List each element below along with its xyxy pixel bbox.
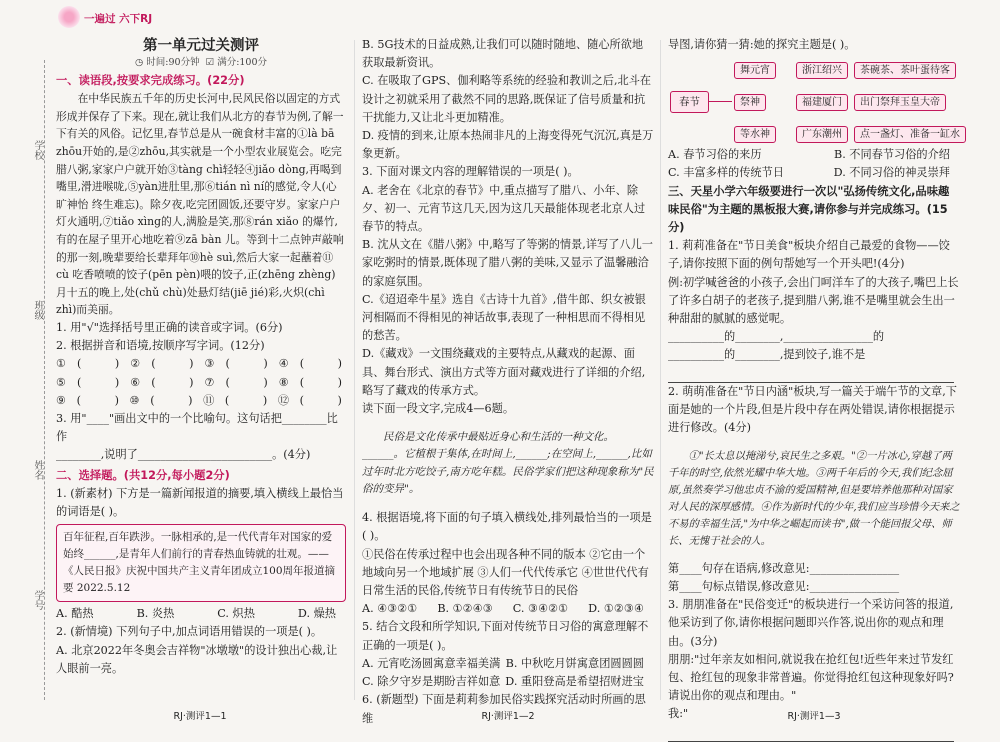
mind-map-mid-2: 祭神 bbox=[734, 94, 766, 111]
student-id-label: 学号 bbox=[32, 590, 43, 610]
answer-line[interactable] bbox=[668, 365, 954, 383]
page-1-footer: RJ·测评1—1 bbox=[173, 711, 227, 722]
question-3-1-example: 例:初学喊爸爸的小孩子,会出门呵洋车了的大孩子,嘴巴上长了许多白胡子的老孩子,提到腊八粥,谁不是嘴里就会生出一种甜甜的腻腻的感觉呢。 bbox=[668, 275, 959, 326]
binding-margin bbox=[0, 0, 50, 735]
binding-dashed-line bbox=[44, 60, 45, 700]
blank-2[interactable]: ② bbox=[130, 357, 141, 371]
mind-map-root: 春节 bbox=[670, 91, 709, 113]
question-2-6-options-row-1 bbox=[668, 146, 960, 164]
section-1-heading: 一、读语段,按要求完成练习。(22分) bbox=[56, 74, 245, 87]
option-c[interactable]: C. 炽热 bbox=[217, 607, 255, 621]
mind-map-custom-1: 茶碗茶、茶叶蛋待客 bbox=[854, 62, 956, 79]
question-2-1: 1. (新素材) 下方是一篇新闻报道的摘要,填入横线上最恰当的词语是( )。 bbox=[56, 486, 344, 518]
question-2-6: 6. (新题型) 下面是莉莉参加民俗实践探究活动时所画的思维 bbox=[362, 693, 646, 725]
option-b[interactable]: B. 中秋吃月饼寓意团圆圆圆 bbox=[505, 656, 644, 670]
option-d[interactable]: D. ①②③④ bbox=[588, 602, 644, 616]
page-divider-2 bbox=[660, 40, 661, 700]
option-a[interactable]: A. ④③②① bbox=[362, 602, 418, 616]
blank-5[interactable]: ⑤ bbox=[56, 375, 67, 389]
question-2-6-options-row-2 bbox=[668, 164, 960, 182]
question-2-3-option-b[interactable]: B. 沈从文在《腊八粥》中,略写了等粥的情景,详写了八儿一家吃粥时的情景,既体现了腊八粥的美味,又显示了温馨融洽的家庭氛围。 bbox=[362, 238, 653, 288]
mind-map-place-3: 广东潮州 bbox=[796, 126, 848, 143]
option-a[interactable]: A. 春节习俗的来历 bbox=[668, 148, 762, 162]
answer-blanks-row-3: ⑨ ( ) ⑩ ( ) ⑪ ( ) ⑫ ( ) bbox=[56, 392, 346, 410]
mind-map-custom-3: 点一盏灯、准备一缸水 bbox=[854, 126, 966, 143]
blank-1[interactable]: ① bbox=[56, 357, 67, 371]
mind-map-place-1: 浙江绍兴 bbox=[796, 62, 848, 79]
question-2-4-options bbox=[362, 600, 654, 618]
blank-3[interactable]: ③ bbox=[204, 357, 215, 371]
blank-8[interactable]: ⑧ bbox=[278, 375, 289, 389]
question-2-6-cont: 导图,请你猜一猜:她的探究主题是( )。 bbox=[668, 38, 856, 51]
page-2-footer: RJ·测评1—2 bbox=[481, 711, 535, 722]
flower-icon bbox=[58, 6, 80, 28]
question-2-4: 4. 根据语境,将下面的句子填入横线处,排列最恰当的一项是( )。 bbox=[362, 511, 652, 543]
question-3-3-dialog: 朋朋:"过年亲友如相问,就说我在抢红包!近些年来过节发红包、抢红包的现象非常普遍。你觉得抢红包这种现象好吗?请说出你的观点和理由。" bbox=[668, 652, 954, 703]
blank-4[interactable]: ④ bbox=[278, 357, 289, 371]
question-2-5: 5. 结合文段和所学知识,下面对传统节日习俗的寓意理解不正确的一项是( )。 bbox=[362, 620, 649, 652]
question-2-2-option-c[interactable]: C. 在吸取了GPS、伽利略等系统的经验和教训之后,北斗在设计之初就采用了截然不同的思路,既保证了信号质量和抗干扰能力,又让北斗更加精准。 bbox=[362, 74, 652, 124]
mind-map-mid-3: 等水神 bbox=[734, 126, 776, 143]
reading-intro: 读下面一段文字,完成4—6题。 bbox=[362, 402, 515, 416]
page-3-footer: RJ·测评1—3 bbox=[787, 711, 841, 722]
page-title: 第一单元过关测评 bbox=[143, 38, 259, 54]
option-d[interactable]: D. 不同习俗的神灵崇拜 bbox=[833, 166, 950, 180]
mind-map bbox=[668, 58, 960, 144]
dragon-boat-passage: ①"长太息以掩涕兮,哀民生之多艰。"②一片冰心,穿越了两千年的时空,依然光耀中华大地。③两千年后的今天,我们纪念屈原,虽然奏学习他忠贞不渝的爱国精神,但是要培养他那种对国家对人民的深厚感情。④作为新时代的少年,我们应当珍惜今天来之不易的幸福生活,"为中华之崛起而读书",做一个能回报父母、师长、无愧于社会的人。 bbox=[668, 449, 960, 547]
class-label: 班级 bbox=[32, 300, 43, 320]
question-2-2-option-d[interactable]: D. 疫情的到来,让原本热闹非凡的上海变得死气沉沉,真是万象更新。 bbox=[362, 129, 654, 161]
question-2-3-option-a[interactable]: A. 老舍在《北京的春节》中,重点描写了腊八、小年、除夕、初一、元宵节这几天,因为这几天最能体现老北京人过春节的特点。 bbox=[362, 183, 646, 234]
question-2-2: 2. (新情境) 下列句子中,加点词语用错误的一项是( )。 bbox=[56, 625, 323, 639]
question-2-1-options bbox=[56, 605, 346, 623]
option-a[interactable]: A. 酷热 bbox=[56, 607, 94, 621]
option-b[interactable]: B. 炎热 bbox=[136, 607, 175, 621]
question-1-2: 2. 根据拼音和语境,按顺序写字词。(12分) bbox=[56, 339, 265, 353]
mind-map-mid-1: 舞元宵 bbox=[734, 62, 776, 79]
question-1-3: 3. 用"____"画出文中的一个比喻句。这句话把________比作 bbox=[56, 411, 338, 444]
mind-map-connector bbox=[708, 101, 732, 102]
page-2 bbox=[362, 36, 654, 728]
question-3-1-fill-1[interactable]: __________的________,________________的 bbox=[668, 330, 885, 344]
page-divider-1 bbox=[354, 40, 355, 700]
folk-custom-passage: 民俗是文化传承中最贴近身心和生活的一种文化。______。它植根于集体,在时间上,______;在空间上,______,比如过年时北方吃饺子,南方吃年糕。民俗学家们把这种现象称为"民俗的变异"。 bbox=[362, 430, 654, 496]
answer-blanks-row-2: ⑤ ( ) ⑥ ( ) ⑦ ( ) ⑧ ( ) bbox=[56, 374, 346, 392]
question-3-2-fix-1[interactable]: 第____句存在语病,修改意见:________________ bbox=[668, 561, 900, 575]
section-2-heading: 二、选择题。(共12分,每小题2分) bbox=[56, 468, 230, 482]
section-3-heading: 三、天星小学六年级要进行一次以"弘扬传统文化,品味趣味民俗"为主题的黑板报大赛,请你参与并完成练习。(15分) bbox=[668, 184, 950, 235]
option-d[interactable]: D. 重阳登高是希望招财进宝 bbox=[505, 675, 644, 689]
brand-text: 一遍过 六下RJ bbox=[84, 13, 153, 25]
question-1-1: 1. 用"√"选择括号里正确的读音或字词。(6分) bbox=[56, 320, 283, 334]
clock-icon: ◷ bbox=[134, 57, 144, 68]
mind-map-place-2: 福建厦门 bbox=[796, 94, 848, 111]
question-3-3: 3. 朋朋准备在"民俗变迁"的板块进行一个采访问答的报道,他采访到了你,请你根据问题即兴作答,说出你的观点和理由。(3分) bbox=[668, 598, 954, 648]
option-c[interactable]: C. 丰富多样的传统节日 bbox=[668, 166, 784, 180]
question-2-2-option-a[interactable]: A. 北京2022年冬奥会吉祥物"冰墩墩"的设计独出心裁,让人眼前一亮。 bbox=[56, 643, 338, 675]
option-d[interactable]: D. 燥热 bbox=[297, 607, 336, 621]
question-2-3: 3. 下面对课文内容的理解错误的一项是( )。 bbox=[362, 165, 579, 179]
question-2-5-options-row-1 bbox=[362, 655, 654, 673]
question-3-3-answer[interactable]: 我:" bbox=[668, 707, 689, 721]
question-2-4-items: ①民俗在传承过程中也会出现各种不同的版本 ②它由一个地域向另一个地域扩展 ③人们一代代传承它 ④世世代代有日常生活的民俗,传统节日有传统节日的民俗 bbox=[362, 547, 649, 598]
page-1 bbox=[56, 36, 346, 678]
question-3-2-fix-2[interactable]: 第____句标点错误,修改意见:________________ bbox=[668, 580, 900, 594]
blank-7[interactable]: ⑦ bbox=[204, 375, 215, 389]
question-2-3-option-d[interactable]: D.《藏戏》一文围绕藏戏的主要特点,从藏戏的起源、面具、舞台形式、演出方式等方面对藏戏进行了详细的介绍,略写了藏戏的传承方式。 bbox=[362, 347, 646, 397]
question-2-5-options-row-2 bbox=[362, 673, 654, 691]
question-2-2-option-b[interactable]: B. 5G技术的日益成熟,让我们可以随时随地、随心所欲地获取最新资讯。 bbox=[362, 38, 644, 70]
question-2-3-option-c[interactable]: C.《迢迢牵牛星》选自《古诗十九首》,借牛郎、织女被银河相隔而不得相见的神话故事,表现了一种相思而不得相见的愁苦。 bbox=[362, 292, 646, 343]
blank-9[interactable]: ⑨ bbox=[56, 393, 67, 407]
name-label: 姓名 bbox=[32, 460, 43, 480]
blank-6[interactable]: ⑥ bbox=[130, 375, 141, 389]
news-excerpt-box: 百年征程,百年跌涉。一脉相承的,是一代代青年对国家的爱始终______,是青年人们前行的青春热血铸就的壮观。——《人民日报》庆祝中国共产主义青年团成立100周年报道摘要 2022.5.12 bbox=[56, 524, 346, 602]
blank-10[interactable]: ⑩ bbox=[129, 393, 140, 407]
option-b[interactable]: B. ①②④③ bbox=[437, 602, 493, 616]
question-3-1: 1. 莉莉准备在"节日美食"板块介绍自己最爱的食物——饺子,请你按照下面的例句帮她写一个开头吧!(4分) bbox=[668, 239, 950, 271]
question-3-2: 2. 萌萌准备在"节日内涵"板块,写一篇关于端午节的文章,下面是她的一个片段,但是片段中存在两处错误,请你根据提示进行修改。(4分) bbox=[668, 384, 957, 435]
mind-map-custom-2: 出门祭拜玉皇大帝 bbox=[854, 94, 946, 111]
check-icon: ☑ bbox=[205, 57, 215, 68]
blank-12[interactable]: ⑫ bbox=[277, 393, 290, 407]
page-3 bbox=[668, 36, 960, 742]
blank-11[interactable]: ⑪ bbox=[203, 393, 215, 407]
exam-meta: ◷ 时间:90分钟 ☑ 满分:100分 bbox=[134, 57, 268, 68]
school-label: 学校 bbox=[32, 140, 43, 160]
reading-passage: 在中华民族五千年的历史长河中,民风民俗以固定的方式形成并保存了下来。现在,就让我们从北方的春节为例,了解一下有关的风俗。记忆里,春节总是从一碗食材丰富的①là bā zhōu开始的,是②zhōu,其实就是一个小型农业展览会。吃完腊八粥,家家户户就开始③tàng chì轻轻④jiǎo dòng,再喝到嘴里,滑进喉咙,⑤yàn进肚里,那⑥tián nì ní的感觉,令人(心旷神怡 终生难忘)。除夕夜,吃完团圆饭,还要守岁。家家户户灯火通明,⑦tiǎo xìng的人,满脸是笑,那⑧rán xiǎo 的爆竹,有的在屋子里开心地吃着⑨zā bàn 儿。等到十二点钟声敲响的那一刻,晚辈要给长辈拜年⑩hè suì,然后大家一起蘸着⑪ cù 吃香喷喷的饺子(pēn pèn)喂的饺子,正(zhēng zhèng)月十五的晚上,处(chǔ chù)处悬灯结(jiē jié)彩,火炽(chì zhì)而美丽。 bbox=[56, 92, 344, 317]
question-1-3-cont[interactable]: ________,说明了________________________。(4分) bbox=[56, 448, 311, 462]
option-b[interactable]: B. 不同春节习俗的介绍 bbox=[833, 148, 950, 162]
answer-blanks-row-1: ① ( ) ② ( ) ③ ( ) ④ ( ) bbox=[56, 355, 346, 373]
answer-line[interactable] bbox=[668, 724, 954, 742]
option-a[interactable]: A. 元宵吃汤圆寓意幸福美满 bbox=[362, 656, 501, 670]
question-3-1-fill-2[interactable]: __________的________,提到饺子,谁不是 bbox=[668, 348, 866, 362]
option-c[interactable]: C. 除夕守岁是期盼吉祥如意 bbox=[362, 675, 501, 689]
option-c[interactable]: C. ③④②① bbox=[512, 602, 569, 616]
brand-logo bbox=[56, 4, 156, 30]
